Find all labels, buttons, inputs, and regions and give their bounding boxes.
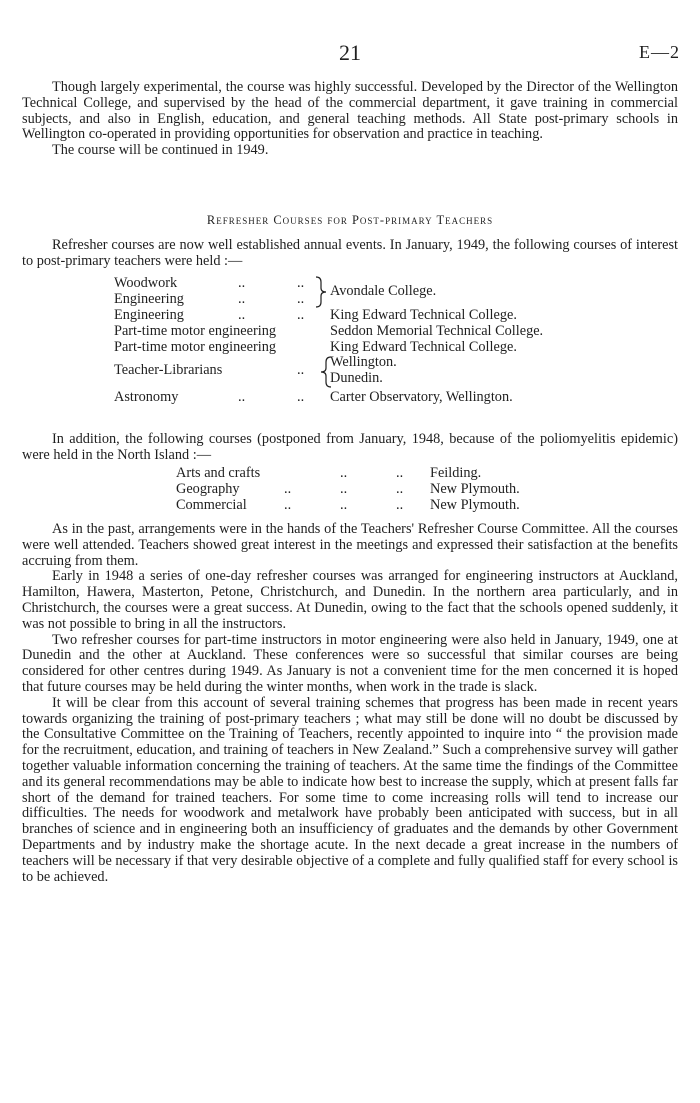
left-brace-icon xyxy=(319,356,333,388)
course-name: Commercial xyxy=(176,497,247,513)
section-heading: Refresher Courses for Post-primary Teachers xyxy=(206,213,494,227)
leader-dots: .. xyxy=(297,389,305,406)
addition-intro-paragraph: In addition, the following courses (postponed from January, 1948, because of the poliomyelitis epidemic) were held in the North Island :— xyxy=(22,431,678,463)
course-name: Engineering xyxy=(114,290,184,307)
leader-dots: .. xyxy=(396,497,404,513)
leader-dots: .. xyxy=(238,306,246,323)
additional-course-table xyxy=(176,466,596,514)
leader-dots: .. xyxy=(297,306,305,323)
leader-dots: .. xyxy=(340,481,348,497)
course-row xyxy=(176,498,596,514)
leader-dots: .. xyxy=(238,275,246,291)
course-name: Part-time motor engineering xyxy=(114,322,276,339)
discussion-block xyxy=(22,522,678,885)
leader-dots: .. xyxy=(284,481,292,497)
body-paragraph: Early in 1948 a series of one-day refresher courses was arranged for engineering instructors at Auckland, Hamilton, Hawera, Masterton, Petone, Christchurch, and Dunedin. In the northern area particularly, and in Christchurch, the courses were a great success. At Dunedin, owing to the fact that the schools opened suddenly, it was not possible to bring in all the instructors. xyxy=(22,568,678,632)
leader-dots: .. xyxy=(238,389,246,406)
section-intro-paragraph: Refresher courses are now well established annual events. In January, 1949, the following courses of interest to post-primary teachers were held :— xyxy=(22,237,678,269)
intro-block xyxy=(22,80,678,159)
course-name: Engineering xyxy=(114,306,184,323)
page-number: 21 xyxy=(339,40,361,65)
course-venue: Avondale College. xyxy=(330,282,437,299)
leader-dots: .. xyxy=(396,481,404,497)
addition-intro-block xyxy=(22,432,678,464)
body-paragraph: It will be clear from this account of several training schemes that progress has been made in recent years towards organizing the training of post-primary teachers ; what may still be done will no doubt be discussed by the Consultative Committee on the Training of Teachers, recently appointed to inquire into “ the provision made for the recruitment, education, and training of teachers in New Zealand.” Such a comprehensive survey will gather together valuable information concerning the training of teachers. At the same time the findings of the Committee and its general recommendations may be able to indicate how best to increase the supply, which at present falls far short of the demand for trained teachers. For some time to come increasing rolls will tend to increase our difficulties. The needs for woodwork and metalwork have probably been anticipated with success, but in all branches of science and in engineering both an insufficiency of graduates and the demands by other Government Departments and by industry make the shortage acute. In the next decade a great increase in the numbers of teachers will be necessary if that very desirable objective of a complete and fully qualified staff for every school is to be achieved. xyxy=(22,694,678,885)
leader-dots: .. xyxy=(297,362,305,379)
leader-dots: .. xyxy=(297,275,305,291)
body-paragraph: Two refresher courses for part-time instructors in motor engineering were also held in January, 1949, one at Dunedin and the other at Auckland. These conferences were so successful that similar courses are being considered for other centres during 1949. As January is not a convenient time for the men concerned it is hoped that future courses may be held during the winter months, when work in the trade is slack. xyxy=(22,631,678,695)
right-brace-icon xyxy=(314,276,328,308)
course-name: Astronomy xyxy=(114,389,179,406)
course-row xyxy=(114,390,594,406)
body-paragraph: As in the past, arrangements were in the hands of the Teachers' Refresher Course Committee. All the courses were well attended. Teachers showed great interest in the meetings and expressed their satisfaction at the benefits accruing from them. xyxy=(22,521,678,569)
section-intro-block xyxy=(22,238,678,270)
course-venue: Carter Observatory, Wellington. xyxy=(330,389,513,406)
leader-dots: .. xyxy=(238,290,246,307)
course-venue: Wellington. xyxy=(330,354,397,371)
leader-dots: .. xyxy=(340,465,348,481)
course-venue: King Edward Technical College. xyxy=(330,306,517,323)
leader-dots: .. xyxy=(284,497,292,513)
course-row xyxy=(176,466,596,482)
intro-paragraph-continuation: The course will be continued in 1949. xyxy=(52,142,269,159)
course-row xyxy=(114,308,594,324)
course-row xyxy=(114,340,594,356)
course-row xyxy=(176,482,596,498)
course-row xyxy=(114,371,594,387)
course-venue: King Edward Technical College. xyxy=(330,338,517,355)
leader-dots: .. xyxy=(297,290,305,307)
leader-dots: .. xyxy=(396,465,404,481)
course-venue: New Plymouth. xyxy=(430,497,520,513)
course-venue: New Plymouth. xyxy=(430,481,520,497)
document-reference: E—2 xyxy=(639,42,680,62)
course-venue: Seddon Memorial Technical College. xyxy=(330,322,544,339)
course-venue: Dunedin. xyxy=(330,370,383,387)
course-name: Part-time motor engineering xyxy=(114,338,276,355)
course-name: Woodwork xyxy=(114,275,178,291)
course-name: Arts and crafts xyxy=(176,465,261,481)
course-venue: Feilding. xyxy=(430,465,482,481)
intro-paragraph: Though largely experimental, the course was highly successful. Developed by the Director of the Wellington Technical College, and supervised by the head of the commercial department, it gave training in commercial subjects, and also in English, education, and general teaching methods. All State post-primary schools in Wellington co-operated in providing opportunities for observation and practice in teaching. xyxy=(22,79,678,143)
leader-dots: .. xyxy=(340,497,348,513)
course-name: Geography xyxy=(176,481,240,497)
course-table xyxy=(114,276,594,406)
course-row xyxy=(114,324,594,340)
course-name: Teacher-Librarians xyxy=(114,362,223,379)
